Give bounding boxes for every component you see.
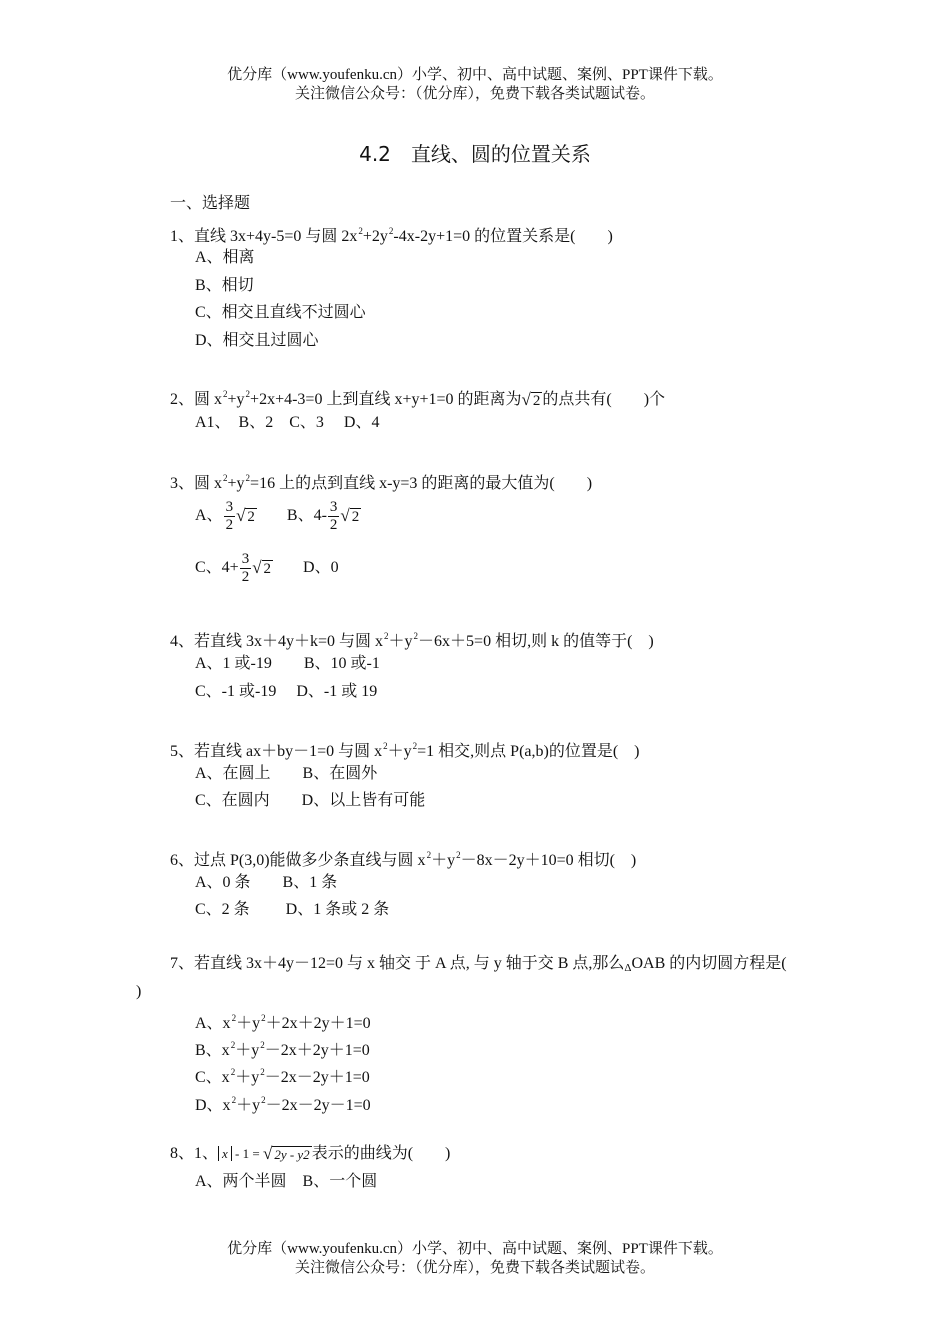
header-line-2: 关注微信公众号：（优分库），免费下载各类试题试卷。 [294,86,655,102]
q8-options: A、两个半圆 B、一个圆 [195,1173,378,1190]
footer-line-2: 关注微信公众号：（优分库），免费下载各类试题试卷。 [294,1260,655,1276]
q3-options-ab: A、 $\frac{3}{2}$ √ 2 B、4- $\frac{3}{2}$ √ 2 [195,496,361,537]
q4-options-ab: A、1 或-19 B、10 或-1 [195,655,380,672]
q5-options-ab: A、在圆上 B、在圆外 [195,765,378,782]
q2-options: A1、 B、2 C、3 D、4 [195,414,380,431]
question-6: 6、过点 P(3,0)能做多少条直线与圆 $x^2+y^2-8x-2y+10=0$ 相切( ) [170,850,637,869]
question-2: 2、圆 $x^2+y^2+2x+4-3=0$ 上到直线 x+y+1=0 的距离为√ 2 的点共有( )个 [170,389,666,409]
page-title: 4.2 直线、圆的位置关系 [359,142,591,166]
question-7: 7、若直线 3x＋4y－12=0 与 x 轴交 于 A 点, 与 y 轴于交 B 点,那么ΔOAB 的内切圆方程是( [170,955,787,974]
q7-option-d: D、$x^2+y^2-2x-2y-1=0$ [195,1095,371,1114]
q7-option-b: B、$x^2+y^2-2x+2y+1=0$ [195,1040,370,1059]
q5-options-cd: C、在圆内 D、以上皆有可能 [195,792,426,809]
q6-options-cd: C、2 条 D、1 条或 2 条 [195,901,390,918]
section-heading: 一、选择题 [170,195,251,212]
sqrt-expression: √ 2 [340,506,360,525]
sqrt-expression: √ 2 [252,558,272,577]
q1-option-b: B、相切 [195,277,254,294]
q6-options-ab: A、0 条 B、1 条 [195,874,338,891]
question-7-wrap: ) [136,983,142,1000]
question-8: 8、1、 x - 1 = √ 2y - y2 表示的曲线为( ) [170,1144,451,1163]
question-5: 5、若直线 ax＋by－1=0 与圆 $x^2+y^2=1$ 相交,则点 P(a,b)的位置是( ) [170,741,640,760]
q1-option-d: D、相交且过圆心 [195,332,319,349]
fraction: $\frac{3}{2}$ [329,499,338,533]
q7-option-a: A、$x^2+y^2+2x+2y+1=0$ [195,1013,371,1032]
q3-options-cd: C、4+ $\frac{3}{2}$ √ 2 D、0 [195,548,339,589]
fraction: $\frac{3}{2}$ [241,551,250,585]
q1-option-c: C、相交且直线不过圆心 [195,304,366,321]
sqrt-expression: √ 2 [521,389,541,409]
sqrt-expression: √ 2y - y2 [262,1144,310,1163]
fraction: $\frac{3}{2}$ [225,499,234,533]
absolute-value: x [218,1146,232,1161]
triangle-symbol: Δ [624,962,632,974]
header-line-1: 优分库（www.youfenku.cn）小学、初中、高中试题、案例、PPT课件下载。 [227,67,723,83]
question-3: 3、圆 $x^2+y^2=16$ 上的点到直线 x-y=3 的距离的最大值为( ) [170,473,593,492]
question-4: 4、若直线 3x＋4y＋k=0 与圆 $x^2+y^2-6x+5=0$ 相切,则 k 的值等于( ) [170,631,654,650]
q7-option-c: C、$x^2+y^2-2x-2y+1=0$ [195,1067,370,1086]
question-1: 1、直线 3x+4y-5=0 与圆 $2x^2+2y^2-4x-2y+1=0$ 的位置关系是( ) [170,226,613,245]
footer-line-1: 优分库（www.youfenku.cn）小学、初中、高中试题、案例、PPT课件下载。 [227,1241,723,1257]
sqrt-expression: √ 2 [236,506,255,525]
q1-option-a: A、相离 [195,249,255,266]
q4-options-cd: C、-1 或-19 D、-1 或 19 [195,683,378,700]
